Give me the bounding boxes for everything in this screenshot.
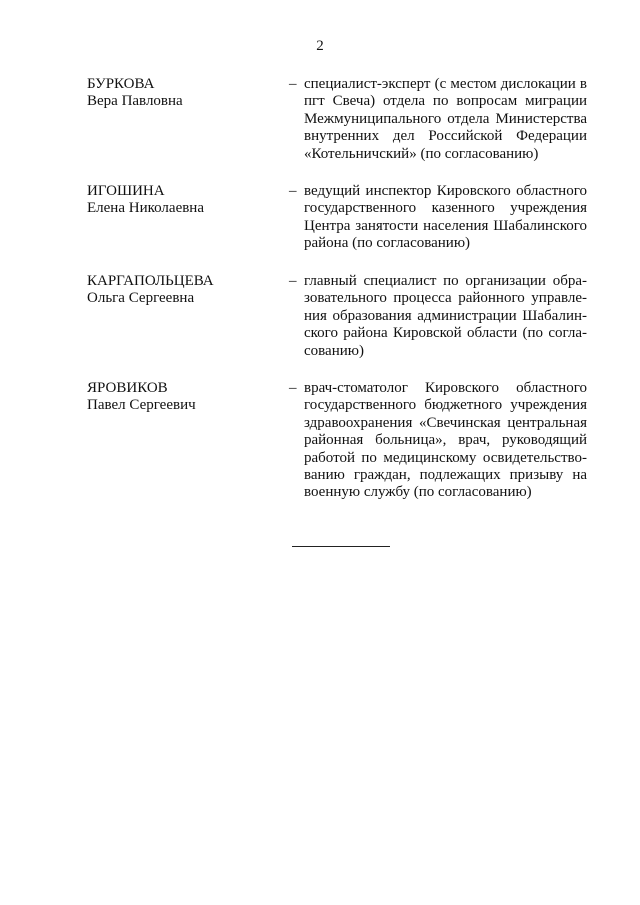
member-position bbox=[304, 273, 587, 360]
dash-separator: – bbox=[289, 76, 297, 92]
position-line: пгт Свеча) отдела по вопросам миграции bbox=[304, 93, 587, 110]
position-line: ванию граждан, подлежащих призыву на bbox=[304, 467, 587, 484]
position-line: Межмуниципального отдела Министерства bbox=[304, 110, 587, 127]
closing-divider bbox=[292, 546, 390, 547]
member-position bbox=[304, 76, 587, 163]
member-name bbox=[87, 380, 277, 414]
position-line: ского района Кировской области (по согла- bbox=[304, 325, 587, 342]
position-line: специалист-эксперт (с местом дислокации в bbox=[304, 76, 587, 92]
position-line: ния образования администрации Шабалин- bbox=[304, 307, 587, 324]
dash-separator: – bbox=[289, 273, 297, 289]
member-given-names: Павел Сергеевич bbox=[87, 397, 196, 413]
position-line: зовательного процесса районного управле- bbox=[304, 290, 587, 307]
member-name bbox=[87, 273, 277, 307]
position-line: здравоохранения «Свечинская центральная bbox=[304, 414, 587, 431]
member-name bbox=[87, 183, 277, 217]
position-line: работой по медицинскому освидетельство- bbox=[304, 449, 587, 466]
position-line: района (по согласованию) bbox=[304, 235, 471, 252]
position-line: государственного казенного учреждения bbox=[304, 200, 587, 217]
position-line: главный специалист по организации обра- bbox=[304, 273, 587, 289]
member-given-names: Ольга Сергеевна bbox=[87, 290, 195, 306]
member-given-names: Елена Николаевна bbox=[87, 200, 204, 216]
position-line: военную службу (по согласованию) bbox=[304, 484, 532, 501]
member-given-names: Вера Павловна bbox=[87, 93, 183, 109]
position-line: внутренних дел Российской Федерации bbox=[304, 128, 587, 145]
member-surname: БУРКОВА bbox=[87, 76, 155, 92]
position-line: ведущий инспектор Кировского областного bbox=[304, 183, 587, 199]
member-name bbox=[87, 76, 277, 110]
dash-separator: – bbox=[289, 183, 297, 199]
member-surname: ЯРОВИКОВ bbox=[87, 380, 168, 396]
position-line: сованию) bbox=[304, 342, 364, 359]
member-surname: КАРГАПОЛЬЦЕВА bbox=[87, 273, 214, 289]
position-line: врач-стоматолог Кировского областного bbox=[304, 380, 587, 396]
position-line: «Котельничский» (по согласованию) bbox=[304, 145, 539, 162]
position-line: районная больница», врач, руководящий bbox=[304, 432, 587, 449]
dash-separator: – bbox=[289, 380, 297, 396]
position-line: государственного бюджетного учреждения bbox=[304, 397, 587, 414]
member-position bbox=[304, 380, 587, 502]
member-position bbox=[304, 183, 587, 253]
position-line: Центра занятости населения Шабалинского bbox=[304, 217, 587, 234]
member-surname: ИГОШИНА bbox=[87, 183, 165, 199]
page-number: 2 bbox=[316, 38, 324, 54]
